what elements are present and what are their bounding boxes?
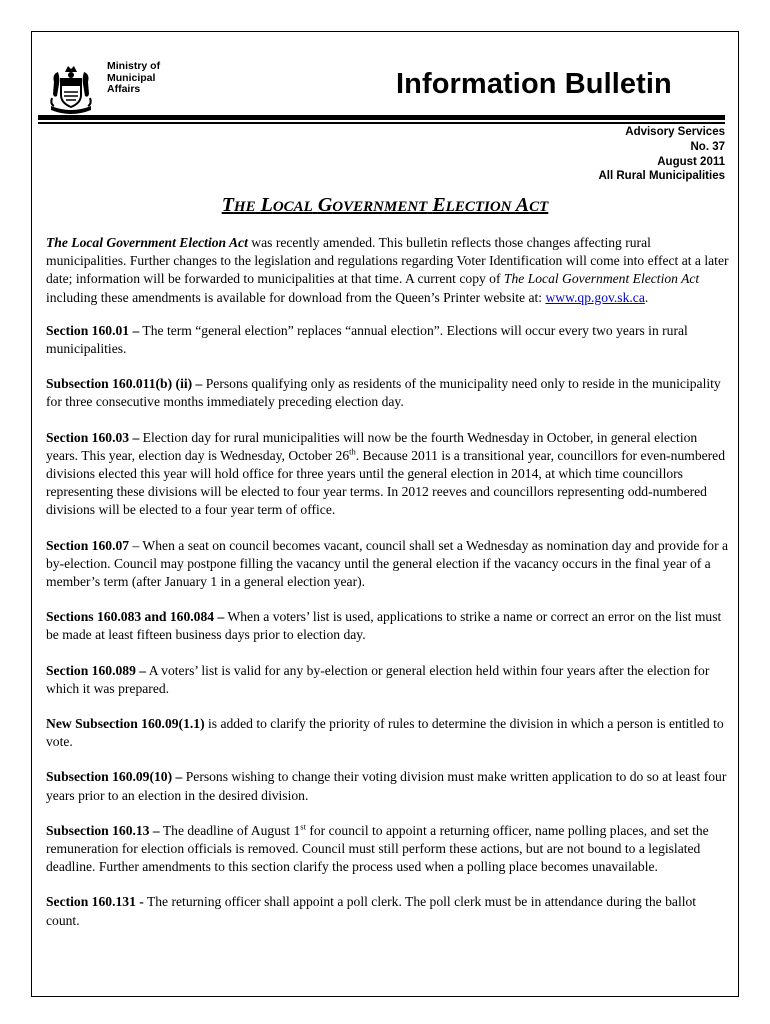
- section-paragraph: Section 160.03 – Election day for rural municipalities will now be the fourth Wednesday in October, in general election years. This year, election day is Wednesday, October 26th. Because 2011 is a transitional year, councillors for even-numbered divisions elected this year will hold office for three years until the general election in 2014, at which time councillors representing these divisions will be elected to four year terms. In 2012 reeves and councillors representing odd-numbered divisions will be elected to a four year term of office.: [46, 429, 726, 518]
- act-title: THE LOCAL GOVERNMENT ELECTION ACT: [221, 194, 549, 216]
- bulletin-meta: [598, 125, 725, 184]
- section-paragraph: Section 160.07 – When a seat on council becomes vacant, council shall set a Wednesday as nomination day and provide for a by-election. Council may postpone filling the vacancy until the general election if the vacancy occurs in the final year of a member’s term (after January 1 in a general election year).: [46, 537, 729, 590]
- section-paragraph: Subsection 160.011(b) (ii) – Persons qualifying only as residents of the municipality need only to reside in the municipality for three consecutive months immediately preceding election day.: [46, 376, 721, 410]
- meta-department: Advisory Services: [625, 126, 725, 138]
- qp-website-link[interactable]: www.qp.gov.sk.ca: [545, 289, 645, 305]
- section-paragraph: Section 160.131 - The returning officer shall appoint a poll clerk. The poll clerk must be in attendance during the ballot count.: [46, 894, 697, 928]
- header-rule: [38, 115, 725, 120]
- section-paragraph: Section 160.089 – A voters’ list is valid for any by-election or general election held within four years after the election for which it was prepared.: [46, 662, 710, 696]
- bulletin-title: Information Bulletin: [396, 68, 672, 100]
- section-paragraph: Subsection 160.13 – The deadline of August 1st for council to appoint a returning officer, name polling places, and set the remuneration for election officials is removed. Council must still perform these actions, but are not bound to a legislated deadline. Further amendments to this section clarify the process used when a polling place becomes unavailable.: [46, 821, 709, 875]
- intro-paragraph: The Local Government Election Act was recently amended. This bulletin reflects those changes affecting rural municipalities. Further changes to the legislation and regulations regarding Voter Identification will come into effect at a later date; information will be forwarded to municipalities at that time. A current copy of The Local Government Election Act including these amendments is available for download from the Queen’s Printer website at: www.qp.gov.sk.ca.: [46, 235, 729, 305]
- meta-number: No. 37: [690, 140, 725, 153]
- ministry-name: Ministry of Municipal Affairs: [107, 60, 161, 95]
- section-paragraph: New Subsection 160.09(1.1) is added to clarify the priority of rules to determine the division in which a person is entitled to vote.: [46, 716, 724, 750]
- section-paragraph: Section 160.01 – The term “general election” replaces “annual election”. Elections will occur every two years in rural municipalities.: [46, 322, 688, 357]
- coat-of-arms-icon: [48, 62, 94, 114]
- meta-audience: All Rural Municipalities: [598, 170, 725, 183]
- meta-date: August 2011: [657, 155, 725, 168]
- header-rule-thin: [38, 122, 725, 124]
- section-paragraph: Subsection 160.09(10) – Persons wishing to change their voting division must make written application to do so at least four years prior to an election in the desired division.: [46, 769, 727, 803]
- bulletin-body: [46, 234, 730, 947]
- section-paragraph: Sections 160.083 and 160.084 – When a voters’ list is used, applications to strike a name or correct an error on the list must be made at least fifteen business days prior to election day.: [46, 609, 722, 643]
